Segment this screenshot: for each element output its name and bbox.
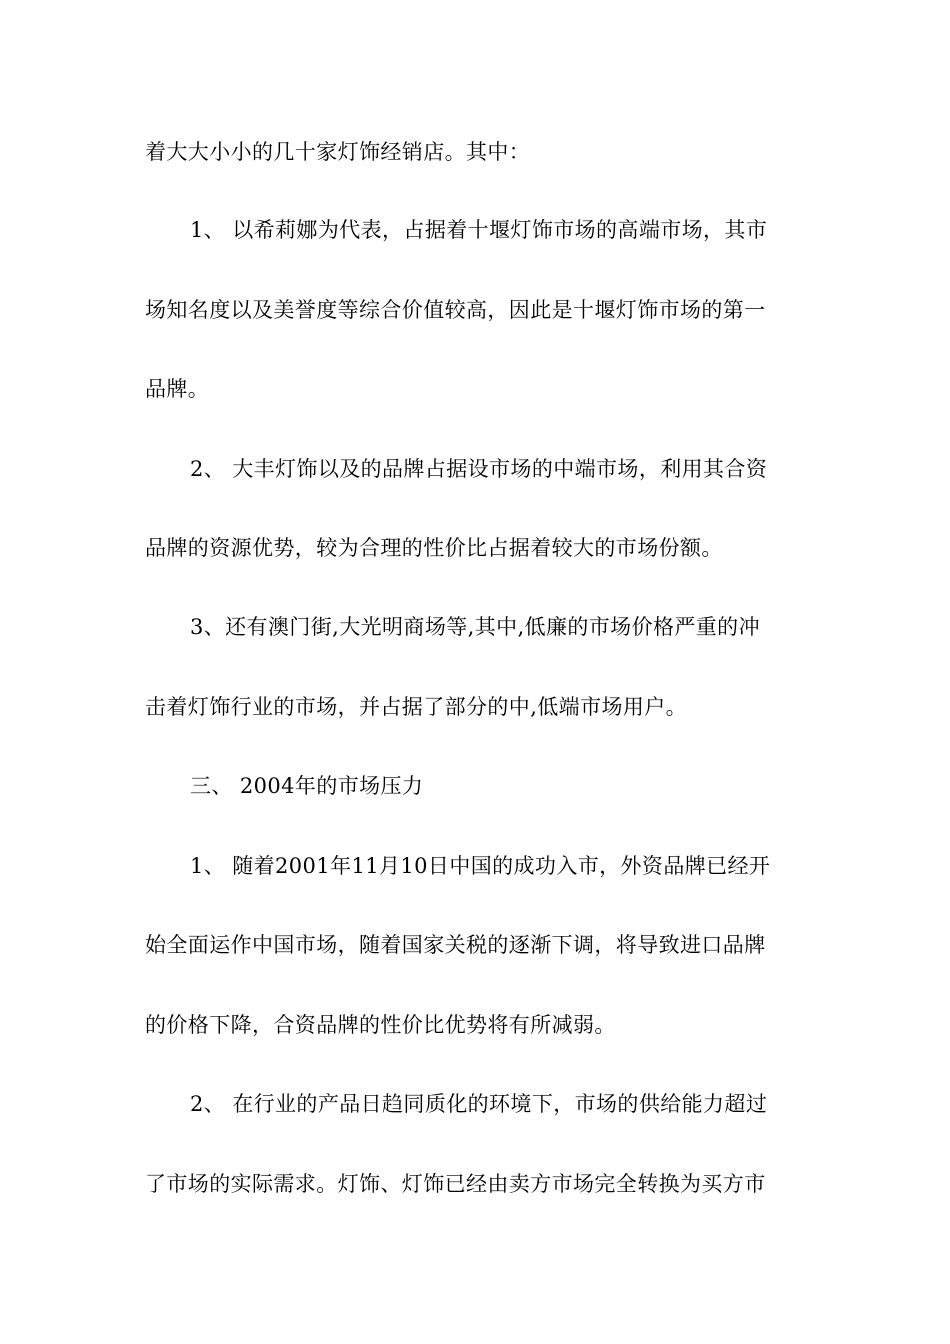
paragraph-line: 击着灯饰行业的市场，并占据了部分的中,低端市场用户。 bbox=[145, 695, 688, 719]
paragraph-line: 着大大小小的几十家灯饰经销店。其中： bbox=[145, 140, 531, 164]
list-item-line: 2、 大丰灯饰以及的品牌占据设市场的中端市场，利用其合资 bbox=[190, 457, 768, 481]
paragraph-line: 品牌。 bbox=[145, 377, 210, 401]
paragraph-line: 的价格下降，合资品牌的性价比优势将有所减弱。 bbox=[145, 1013, 616, 1037]
paragraph-line: 了市场的实际需求。灯饰、灯饰已经由卖方市场完全转换为买方市 bbox=[145, 1172, 766, 1196]
list-item-line: 1、 以希莉娜为代表，占据着十堰灯饰市场的高端市场，其市 bbox=[190, 218, 768, 242]
list-item-line: 2、 在行业的产品日趋同质化的环境下，市场的供给能力超过 bbox=[190, 1092, 768, 1116]
paragraph-line: 始全面运作中国市场，随着国家关税的逐渐下调，将导致进口品牌 bbox=[145, 933, 766, 957]
section-heading: 三、 2004年的市场压力 bbox=[190, 774, 424, 798]
paragraph-line: 品牌的资源优势，较为合理的性价比占据着较大的市场份额。 bbox=[145, 536, 723, 560]
list-item-line: 3、还有澳门街,大光明商场等,其中,低廉的市场价格严重的冲 bbox=[190, 615, 760, 639]
list-item-line: 1、 随着2001年11月10日中国的成功入市，外资品牌已经开 bbox=[190, 854, 771, 878]
paragraph-line: 场知名度以及美誉度等综合价值较高，因此是十堰灯饰市场的第一 bbox=[145, 298, 766, 322]
